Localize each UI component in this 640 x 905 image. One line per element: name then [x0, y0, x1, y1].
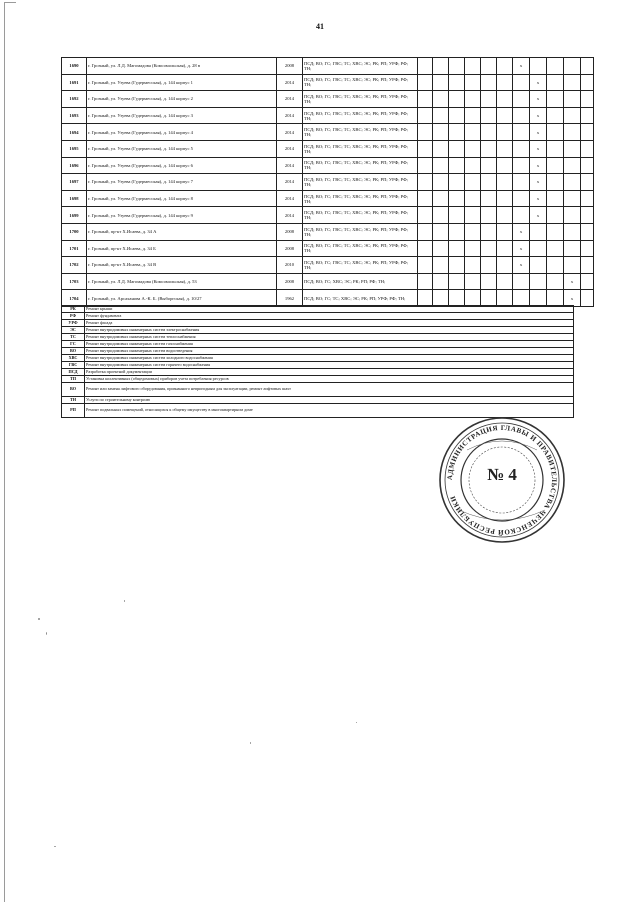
row-mark-cell	[513, 74, 530, 91]
row-mark-cell	[481, 273, 497, 290]
scan-speck	[356, 722, 357, 723]
row-mark-cell	[513, 290, 530, 307]
table-row	[62, 74, 594, 91]
row-mark-cell: x	[564, 273, 581, 290]
row-mark-cell	[433, 140, 449, 157]
row-mark-cell	[418, 157, 433, 174]
row-year: 2014	[277, 190, 303, 207]
row-mark-cell	[481, 290, 497, 307]
legend-description: Услуги по строительному контролю	[85, 397, 574, 404]
row-mark-cell	[564, 124, 581, 141]
row-address: г. Грозный, ул. Л.Д. Магомадова (Комсомольская), д. 53	[87, 273, 277, 290]
row-mark-cell	[481, 58, 497, 75]
row-mark-cell	[564, 74, 581, 91]
row-mark-cell	[530, 223, 547, 240]
row-mark-cell	[481, 207, 497, 224]
row-mark-cell: x	[530, 207, 547, 224]
row-mark-cell	[418, 240, 433, 257]
row-mark-cell	[465, 257, 481, 274]
scan-speck	[38, 618, 40, 620]
row-mark-cell: x	[564, 290, 581, 307]
table-row	[62, 157, 594, 174]
row-mark-cell	[465, 290, 481, 307]
row-mark-cell	[581, 58, 594, 75]
row-mark-cell	[481, 91, 497, 108]
row-year: 2008	[277, 240, 303, 257]
row-mark-cell	[564, 257, 581, 274]
row-mark-cell	[418, 273, 433, 290]
row-mark-cell	[513, 140, 530, 157]
row-mark-cell	[449, 223, 465, 240]
row-mark-cell	[547, 74, 564, 91]
row-mark-cell	[581, 174, 594, 191]
row-mark-cell	[564, 223, 581, 240]
row-mark-cell: x	[530, 124, 547, 141]
row-mark-cell	[513, 124, 530, 141]
table-row	[62, 290, 594, 307]
row-mark-cell	[465, 124, 481, 141]
legend-code: УРФ	[62, 320, 85, 327]
row-mark-cell	[449, 174, 465, 191]
row-mark-cell	[581, 223, 594, 240]
row-mark-cell	[581, 257, 594, 274]
row-number: 1700	[62, 223, 87, 240]
legend-row	[62, 383, 574, 397]
table-row	[62, 140, 594, 157]
row-works: ПСД; ВО; ГС; ГВС; ТС; ХВС; ЭС; РК; РП; УРФ; РФ; ТН;	[303, 207, 418, 224]
row-address: г. Грозный, ул. Узуева (Гудермесская), д. 144 корпус 9	[87, 207, 277, 224]
row-mark-cell	[433, 240, 449, 257]
table-row	[62, 58, 594, 75]
row-mark-cell	[449, 107, 465, 124]
row-mark-cell	[497, 124, 513, 141]
row-year: 2014	[277, 140, 303, 157]
row-mark-cell	[418, 223, 433, 240]
row-number: 1696	[62, 157, 87, 174]
row-mark-cell	[497, 207, 513, 224]
table-row	[62, 174, 594, 191]
row-mark-cell	[513, 174, 530, 191]
row-mark-cell	[433, 290, 449, 307]
row-mark-cell	[497, 74, 513, 91]
row-mark-cell	[547, 58, 564, 75]
row-mark-cell	[497, 140, 513, 157]
legend-code: РФ	[62, 313, 85, 320]
row-mark-cell	[433, 58, 449, 75]
row-mark-cell	[547, 290, 564, 307]
row-mark-cell	[581, 140, 594, 157]
legend-code: ВО	[62, 383, 85, 397]
legend-code: ЭС	[62, 327, 85, 334]
official-seal	[437, 415, 567, 545]
row-mark-cell	[418, 91, 433, 108]
row-address: г. Грозный, ул. Узуева (Гудермесская), д. 144 корпус 5	[87, 140, 277, 157]
row-mark-cell	[564, 107, 581, 124]
row-works: ПСД; ВО; ГС; ГВС; ТС; ХВС; ЭС; РК; РП; УРФ; РФ; ТН;	[303, 157, 418, 174]
row-mark-cell	[418, 290, 433, 307]
row-year: 2008	[277, 58, 303, 75]
row-mark-cell: x	[530, 91, 547, 108]
legend-row	[62, 334, 574, 341]
row-mark-cell	[449, 290, 465, 307]
row-mark-cell	[433, 174, 449, 191]
seal-ring-text: АДМИНИСТРАЦИЯ ГЛАВЫ И ПРАВИТЕЛЬСТВА ЧЕЧЕНСКОЙ РЕСПУБЛИКИ	[445, 423, 559, 537]
row-mark-cell	[547, 273, 564, 290]
row-works: ПСД; ВО; ГС; ГВС; ТС; ХВС; ЭС; РК; РП; УРФ; РФ; ТН;	[303, 240, 418, 257]
row-address: г. Грозный, ул. Узуева (Гудермесская), д. 144 корпус 7	[87, 174, 277, 191]
row-mark-cell	[418, 58, 433, 75]
table-row	[62, 124, 594, 141]
row-mark-cell	[433, 124, 449, 141]
row-address: г. Грозный, ул. Узуева (Гудермесская), д. 144 корпус 6	[87, 157, 277, 174]
scan-edge	[4, 2, 5, 902]
row-mark-cell: x	[530, 107, 547, 124]
row-address: г. Грозный, пр-кт Х.Исаева, д. 34 А	[87, 223, 277, 240]
row-year: 2008	[277, 223, 303, 240]
row-year: 2014	[277, 91, 303, 108]
row-mark-cell: x	[513, 257, 530, 274]
table-row	[62, 273, 594, 290]
row-number: 1694	[62, 124, 87, 141]
row-year: 2014	[277, 157, 303, 174]
row-address: г. Грозный, ул. Узуева (Гудермесская), д. 144 корпус 2	[87, 91, 277, 108]
row-mark-cell	[481, 240, 497, 257]
legend-code: ТН	[62, 397, 85, 404]
row-year: 2014	[277, 74, 303, 91]
row-address: г. Грозный, ул. Узуева (Гудермесская), д. 144 корпус 4	[87, 124, 277, 141]
row-mark-cell	[497, 107, 513, 124]
legend-description: Ремонт крыши	[85, 306, 574, 313]
row-mark-cell	[433, 74, 449, 91]
row-mark-cell	[418, 140, 433, 157]
row-mark-cell	[418, 107, 433, 124]
row-mark-cell	[481, 174, 497, 191]
row-mark-cell: x	[530, 74, 547, 91]
legend-row	[62, 327, 574, 334]
row-mark-cell	[481, 107, 497, 124]
row-mark-cell	[418, 74, 433, 91]
row-mark-cell	[481, 74, 497, 91]
row-mark-cell	[547, 91, 564, 108]
legend-description: Ремонт подвальных помещений, относящихся к общему имуществу в многоквартирном доме	[85, 404, 574, 418]
row-mark-cell	[433, 107, 449, 124]
row-mark-cell	[465, 58, 481, 75]
row-address: г. Грозный, ул. Арсаханова А.-К. Б. (Выборгская), д. 10/27	[87, 290, 277, 307]
row-mark-cell	[497, 290, 513, 307]
legend-row	[62, 362, 574, 369]
row-mark-cell	[433, 273, 449, 290]
row-mark-cell	[481, 124, 497, 141]
legend-row	[62, 369, 574, 376]
row-mark-cell	[513, 190, 530, 207]
scan-speck	[124, 600, 125, 602]
legend-code: ТС	[62, 334, 85, 341]
row-mark-cell	[449, 74, 465, 91]
row-works: ПСД; ВО; ГС; ГВС; ТС; ХВС; ЭС; РК; РП; УРФ; РФ; ТН;	[303, 257, 418, 274]
row-mark-cell	[564, 58, 581, 75]
row-mark-cell	[433, 223, 449, 240]
row-address: г. Грозный, ул. Узуева (Гудермесская), д. 144 корпус 1	[87, 74, 277, 91]
row-mark-cell	[418, 190, 433, 207]
row-mark-cell	[449, 273, 465, 290]
row-mark-cell	[581, 290, 594, 307]
row-mark-cell	[449, 207, 465, 224]
scan-speck	[46, 632, 47, 635]
legend-row	[62, 341, 574, 348]
row-number: 1703	[62, 273, 87, 290]
row-works: ПСД; ВО; ГС; ГВС; ТС; ХВС; ЭС; РК; РП; УРФ; РФ; ТН;	[303, 174, 418, 191]
row-mark-cell	[449, 240, 465, 257]
row-number: 1692	[62, 91, 87, 108]
row-mark-cell	[547, 257, 564, 274]
row-mark-cell	[547, 107, 564, 124]
row-mark-cell	[465, 207, 481, 224]
row-mark-cell	[530, 257, 547, 274]
row-mark-cell	[481, 157, 497, 174]
row-mark-cell	[497, 257, 513, 274]
row-mark-cell	[581, 74, 594, 91]
row-works: ПСД; ВО; ГС; ГВС; ТС; ХВС; ЭС; РК; РП; УРФ; РФ; ТН;	[303, 58, 418, 75]
row-mark-cell: x	[530, 157, 547, 174]
row-mark-cell	[513, 207, 530, 224]
legend-description: Ремонт внутридомовых инженерных систем холодного водоснабжения	[85, 355, 574, 362]
row-mark-cell	[581, 91, 594, 108]
legend-description: Разработка проектной документации	[85, 369, 574, 376]
row-mark-cell	[433, 190, 449, 207]
legend-description: Ремонт фундамента	[85, 313, 574, 320]
row-mark-cell	[418, 257, 433, 274]
row-mark-cell	[433, 157, 449, 174]
row-mark-cell	[513, 157, 530, 174]
row-mark-cell	[465, 140, 481, 157]
table-row	[62, 223, 594, 240]
row-mark-cell: x	[530, 190, 547, 207]
legend-code: ГВС	[62, 362, 85, 369]
row-works: ПСД; ВО; ГС; ХВС; ЭС; РК; РП; РФ; ТН;	[303, 273, 418, 290]
legend-code: ХВС	[62, 355, 85, 362]
row-mark-cell	[530, 240, 547, 257]
page-number: 41	[316, 22, 324, 31]
row-mark-cell	[564, 207, 581, 224]
row-mark-cell	[465, 240, 481, 257]
row-mark-cell	[497, 174, 513, 191]
row-works: ПСД; ВО; ГС; ГВС; ТС; ХВС; ЭС; РК; РП; УРФ; РФ; ТН;	[303, 91, 418, 108]
row-mark-cell	[530, 58, 547, 75]
row-number: 1698	[62, 190, 87, 207]
row-mark-cell	[433, 91, 449, 108]
row-mark-cell	[547, 174, 564, 191]
row-mark-cell	[465, 91, 481, 108]
row-mark-cell	[497, 157, 513, 174]
row-mark-cell	[547, 223, 564, 240]
row-number: 1704	[62, 290, 87, 307]
row-mark-cell	[465, 157, 481, 174]
legend-row	[62, 313, 574, 320]
legend-code: РК	[62, 306, 85, 313]
row-number: 1701	[62, 240, 87, 257]
row-mark-cell	[465, 190, 481, 207]
scan-speck	[54, 846, 56, 847]
seal-number: № 4	[487, 465, 517, 484]
row-mark-cell	[418, 207, 433, 224]
row-mark-cell	[547, 157, 564, 174]
row-mark-cell	[564, 190, 581, 207]
row-mark-cell	[547, 124, 564, 141]
row-mark-cell	[465, 107, 481, 124]
row-mark-cell	[418, 174, 433, 191]
row-mark-cell	[449, 91, 465, 108]
row-mark-cell	[497, 240, 513, 257]
row-mark-cell	[465, 273, 481, 290]
row-mark-cell: x	[513, 58, 530, 75]
legend-row	[62, 320, 574, 327]
table-row	[62, 240, 594, 257]
row-address: г. Грозный, ул. Узуева (Гудермесская), д. 144 корпус 3	[87, 107, 277, 124]
row-mark-cell	[513, 91, 530, 108]
row-mark-cell	[564, 91, 581, 108]
row-mark-cell	[581, 273, 594, 290]
table-row	[62, 190, 594, 207]
table-row	[62, 91, 594, 108]
row-year: 2010	[277, 257, 303, 274]
row-number: 1690	[62, 58, 87, 75]
row-works: ПСД; ВО; ГС; ГВС; ТС; ХВС; ЭС; РК; РП; УРФ; РФ; ТН;	[303, 223, 418, 240]
row-works: ПСД; ВО; ГС; ГВС; ТС; ХВС; ЭС; РК; РП; УРФ; РФ; ТН;	[303, 140, 418, 157]
row-year: 2014	[277, 207, 303, 224]
row-works: ПСД; ВО; ГС; ГВС; ТС; ХВС; ЭС; РК; РП; УРФ; РФ; ТН;	[303, 190, 418, 207]
row-mark-cell	[564, 157, 581, 174]
row-mark-cell	[418, 124, 433, 141]
works-table	[61, 57, 594, 307]
row-mark-cell	[547, 240, 564, 257]
row-number: 1693	[62, 107, 87, 124]
row-mark-cell	[497, 190, 513, 207]
row-mark-cell	[465, 74, 481, 91]
table-row	[62, 257, 594, 274]
row-mark-cell	[465, 223, 481, 240]
row-year: 2008	[277, 273, 303, 290]
legend-description: Ремонт внутридомовых инженерных систем электроснабжения	[85, 327, 574, 334]
row-mark-cell	[513, 107, 530, 124]
row-mark-cell	[547, 190, 564, 207]
row-mark-cell	[497, 273, 513, 290]
row-number: 1699	[62, 207, 87, 224]
row-works: ПСД; ВО; ГС; ГВС; ТС; ХВС; ЭС; РК; РП; УРФ; РФ; ТН;	[303, 74, 418, 91]
row-mark-cell	[530, 290, 547, 307]
legend-code: ТП	[62, 376, 85, 383]
row-mark-cell	[465, 174, 481, 191]
row-mark-cell	[581, 190, 594, 207]
row-mark-cell	[481, 257, 497, 274]
row-mark-cell	[581, 107, 594, 124]
row-number: 1691	[62, 74, 87, 91]
row-mark-cell	[497, 91, 513, 108]
row-mark-cell	[564, 140, 581, 157]
row-year: 2014	[277, 107, 303, 124]
row-mark-cell	[581, 240, 594, 257]
row-mark-cell: x	[513, 223, 530, 240]
legend-description: Ремонт внутридомовых инженерных систем газоснабжения	[85, 341, 574, 348]
legend-description: Ремонт или замена лифтового оборудования, признанного непригодным для эксплуатации, ремонт лифтовых шахт	[85, 383, 574, 397]
legend-code: ПСД	[62, 369, 85, 376]
row-mark-cell	[449, 124, 465, 141]
row-mark-cell	[497, 58, 513, 75]
row-year: 2014	[277, 174, 303, 191]
row-number: 1702	[62, 257, 87, 274]
row-mark-cell	[547, 140, 564, 157]
row-mark-cell	[481, 190, 497, 207]
row-mark-cell	[481, 140, 497, 157]
row-mark-cell	[497, 223, 513, 240]
legend-description: Установка коллективных (общедомовых) приборов учета потребления ресурсов	[85, 376, 574, 383]
row-address: г. Грозный, пр-кт Х.Исаева, д. 34 Б	[87, 240, 277, 257]
table-row	[62, 207, 594, 224]
row-mark-cell	[564, 174, 581, 191]
row-mark-cell	[433, 257, 449, 274]
row-mark-cell	[581, 124, 594, 141]
row-mark-cell	[530, 273, 547, 290]
row-number: 1695	[62, 140, 87, 157]
row-mark-cell	[581, 157, 594, 174]
legend-description: Ремонт фасада	[85, 320, 574, 327]
row-works: ПСД; ВО; ГС; ГВС; ТС; ХВС; ЭС; РК; РП; УРФ; РФ; ТН;	[303, 124, 418, 141]
legend-code: ВО	[62, 348, 85, 355]
row-mark-cell	[564, 240, 581, 257]
row-mark-cell: x	[530, 140, 547, 157]
row-number: 1697	[62, 174, 87, 191]
row-works: ПСД; ВО; ГС; ГВС; ТС; ХВС; ЭС; РК; РП; УРФ; РФ; ТН;	[303, 107, 418, 124]
table-row	[62, 107, 594, 124]
row-year: 2014	[277, 124, 303, 141]
legend-row	[62, 306, 574, 313]
legend-code: РП	[62, 404, 85, 418]
row-address: г. Грозный, ул. Узуева (Гудермесская), д. 144 корпус 8	[87, 190, 277, 207]
row-mark-cell	[449, 257, 465, 274]
row-mark-cell	[513, 273, 530, 290]
row-mark-cell	[481, 223, 497, 240]
row-mark-cell	[449, 140, 465, 157]
row-mark-cell	[547, 207, 564, 224]
row-mark-cell	[449, 58, 465, 75]
legend-description: Ремонт внутридомовых инженерных систем горячего водоснабжения	[85, 362, 574, 369]
row-mark-cell	[581, 207, 594, 224]
legend-row	[62, 348, 574, 355]
row-mark-cell	[449, 190, 465, 207]
scan-edge-top	[4, 2, 16, 3]
legend-description: Ремонт внутридомовых инженерных систем теплоснабжения	[85, 334, 574, 341]
legend-table	[61, 305, 574, 418]
legend-description: Ремонт внутридомовых инженерных систем водоотведения	[85, 348, 574, 355]
row-works: ПСД; ВО; ГС; ТС; ХВС; ЭС; РК; РП; УРФ; РФ; ТН;	[303, 290, 418, 307]
row-year: 1962	[277, 290, 303, 307]
scan-speck	[250, 742, 251, 744]
row-mark-cell	[449, 157, 465, 174]
legend-row	[62, 397, 574, 404]
row-mark-cell: x	[513, 240, 530, 257]
legend-code: ГС	[62, 341, 85, 348]
row-mark-cell: x	[530, 174, 547, 191]
legend-row	[62, 376, 574, 383]
row-mark-cell	[433, 207, 449, 224]
legend-row	[62, 355, 574, 362]
row-address: г. Грозный, пр-кт Х.Исаева, д. 34 В	[87, 257, 277, 274]
row-address: г. Грозный, ул. Л.Д. Магомадова (Комсомольская), д. 28 в	[87, 58, 277, 75]
